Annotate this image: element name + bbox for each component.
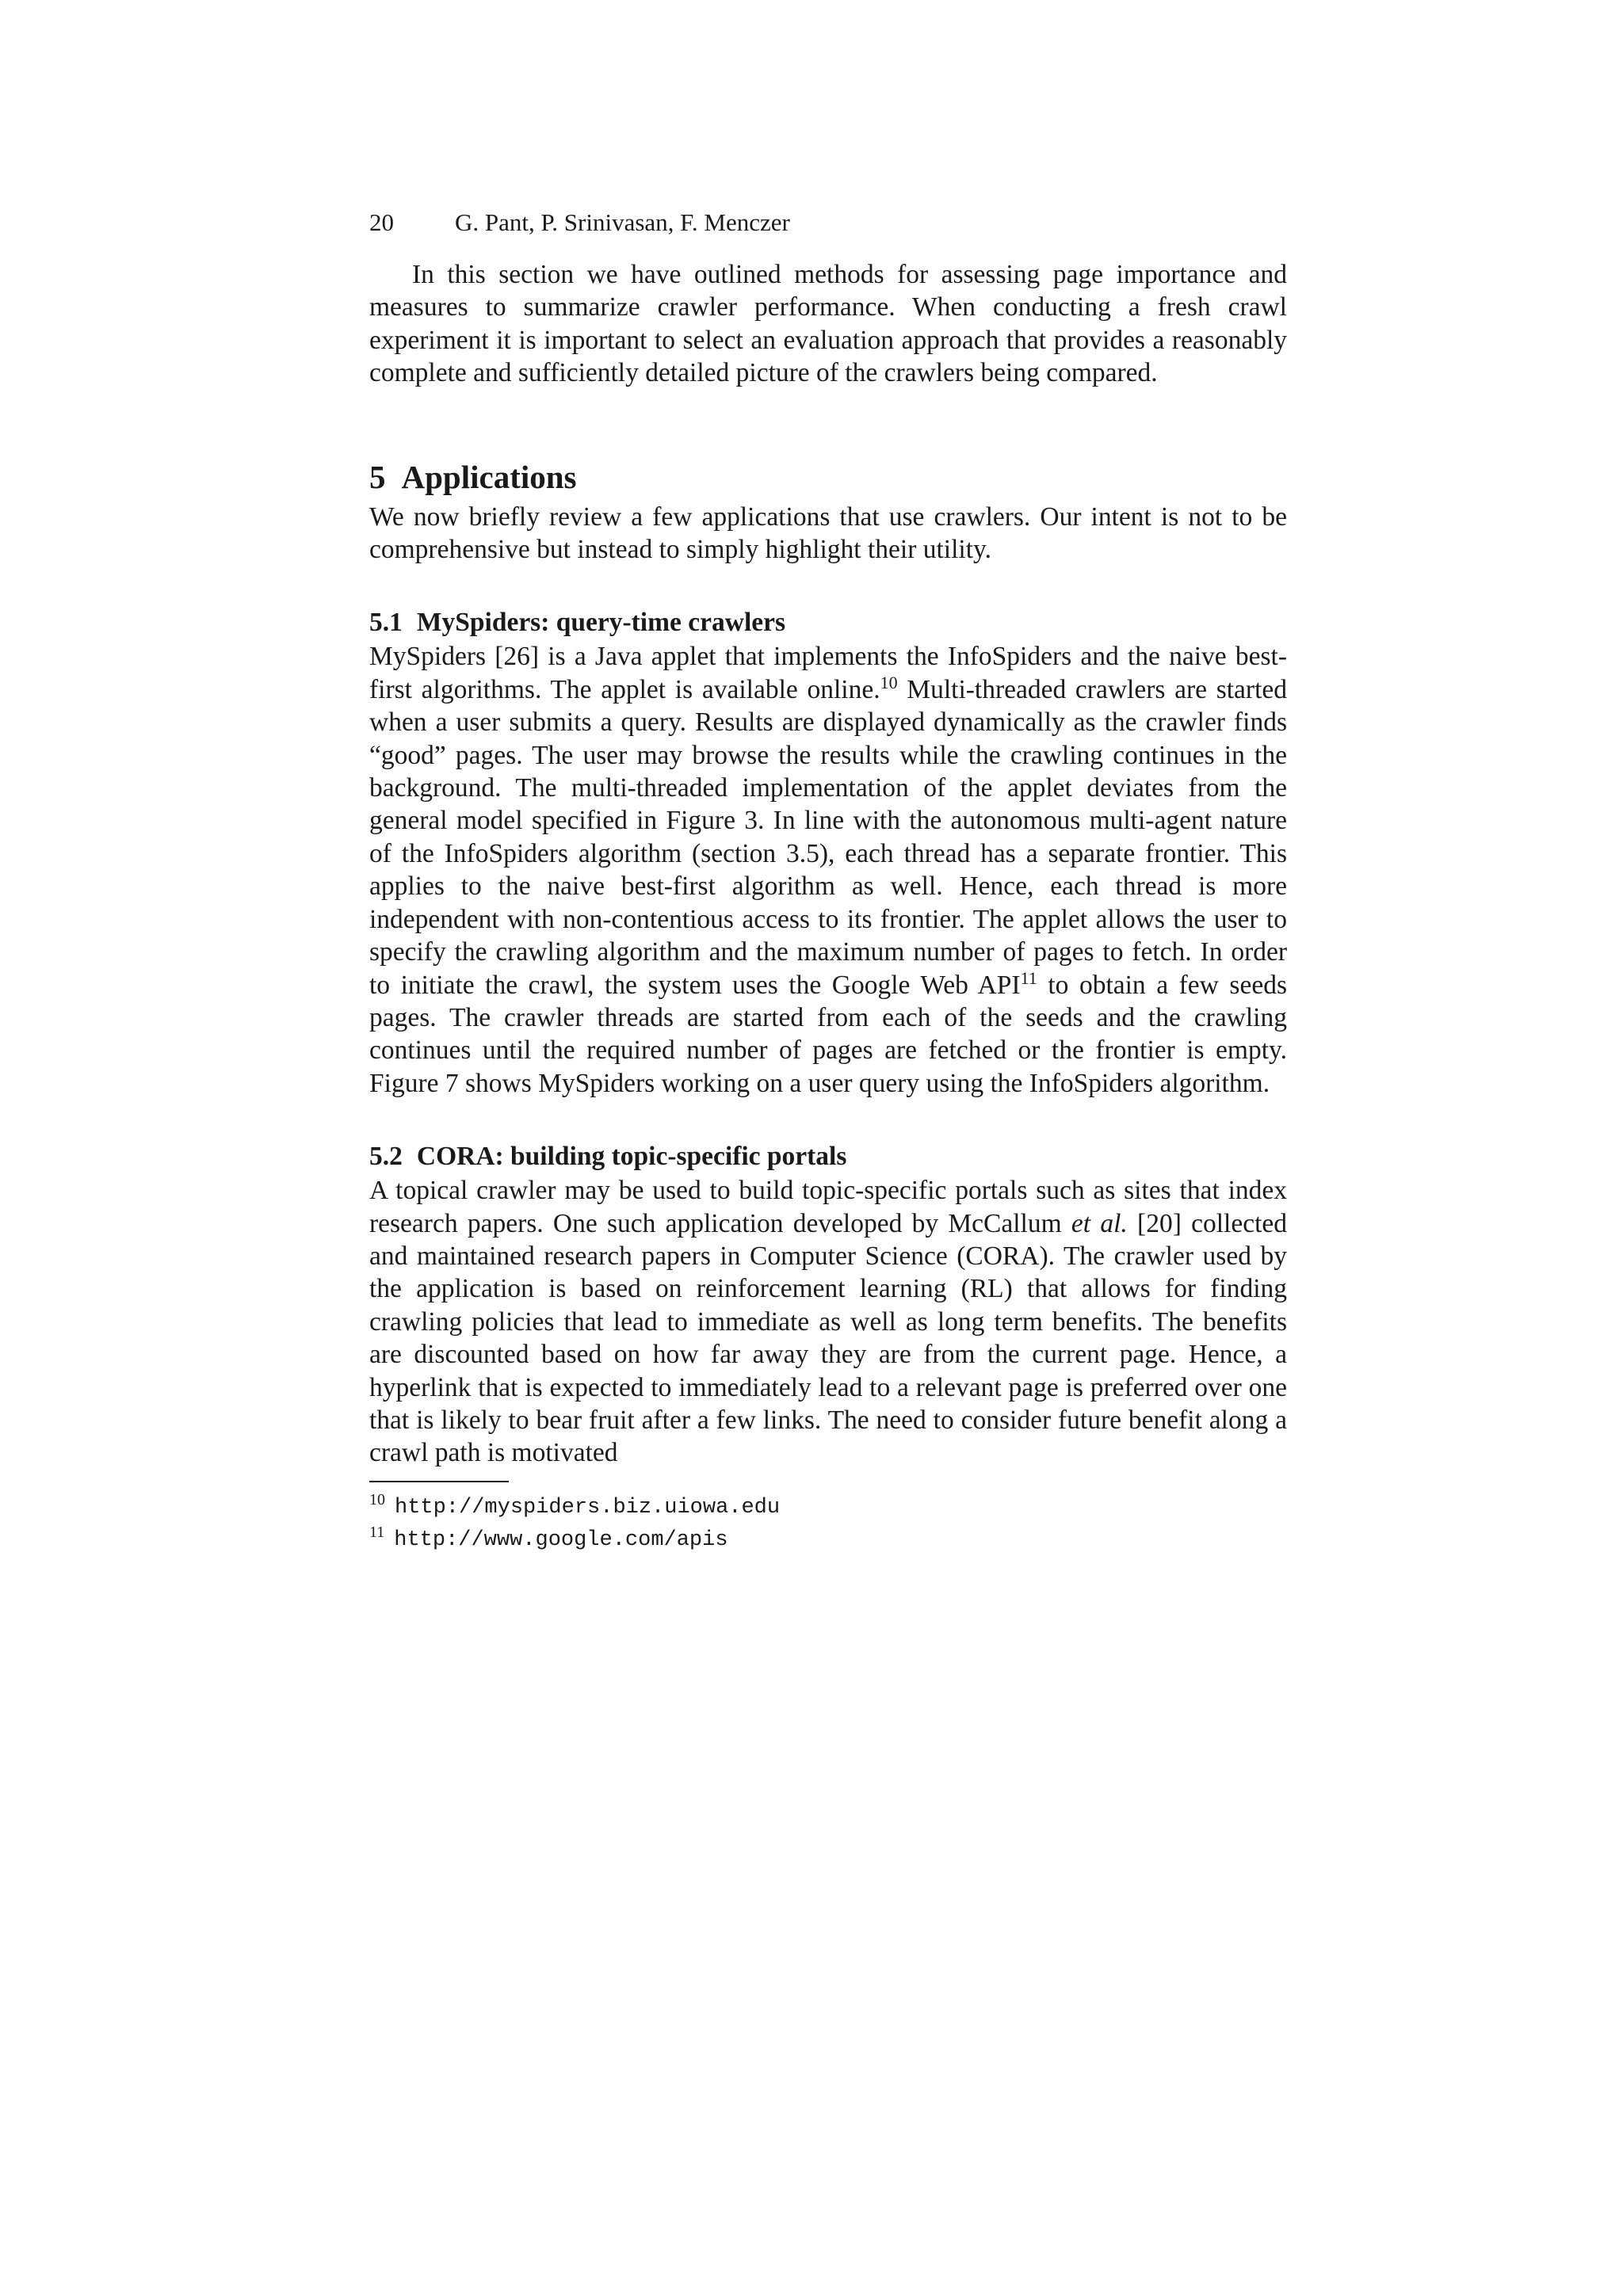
section-5-2-italic: et al. (1071, 1208, 1128, 1238)
running-head (369, 204, 1287, 241)
section-5-number: 5 (369, 458, 386, 495)
footnotes (369, 1490, 1287, 1555)
footnote-ref-10: 10 (880, 672, 898, 692)
section-5-2-paragraph (369, 1174, 1287, 1470)
section-5-intro: We now briefly review a few applications that use crawlers. Our intent is not to be comprehensive but instead to simply highlight their utility. (369, 502, 1287, 565)
section-5-heading (369, 453, 1287, 501)
section-5-1-paragraph (369, 640, 1287, 1100)
section-5-1-text-3: to obtain a few seeds pages. The crawler threads are started from each of the seeds and the crawling continues until the required number of pages are fetched or the frontier is empty. Figure 7 shows MySpiders working on a user query using the InfoSpiders algorithm. (369, 970, 1287, 1098)
footnote-11 (369, 1523, 1287, 1555)
section-5-1-text-2: Multi-threaded crawlers are started when a user submits a query. Results are displayed dynamically as the crawler finds “good” pages. The user may browse the results while the crawling continues in the background. The multi-threaded implementation of the applet deviates from the general model specified in Figure 3. In line with the autonomous multi-agent nature of the InfoSpiders algorithm (section 3.5), each thread has a separate frontier. This applies to the naive best-first algorithm as well. Hence, each thread is more independent with non-contentious access to its frontier. The applet allows the user to specify the crawling algorithm and the maximum number of pages to fetch. In order to initiate the crawl, the system uses the Google Web API (369, 674, 1287, 1000)
section-5-1-title: MySpiders: query-time crawlers (416, 608, 786, 638)
intro-paragraph: In this section we have outlined methods for assessing page importance and measures to summarize crawler performance. When conducting a fresh crawl experiment it is important to select an evaluation approach that provides a reasonably complete and sufficiently detailed picture of the crawlers being compared. (369, 260, 1287, 388)
footnote-ref-11: 11 (1020, 967, 1037, 988)
footnote-mark: 10 (369, 1490, 385, 1508)
section-5-1-text-1: MySpiders [26] is a Java applet that implements the InfoSpiders and the naive best-first algorithms. The applet is available online. (369, 642, 1287, 704)
section-5-2-title: CORA: building topic-specific portals (416, 1142, 847, 1172)
page-number: 20 (369, 208, 394, 236)
paper-page (369, 204, 1287, 1555)
section-5-2-heading (369, 1139, 1287, 1174)
section-5-1-heading (369, 605, 1287, 640)
footnote-divider (369, 1481, 509, 1482)
footnote-url-link[interactable]: http://www.google.com/apis (394, 1527, 728, 1552)
section-5-title: Applications (401, 458, 577, 495)
footnote-url-link[interactable]: http://myspiders.biz.uiowa.edu (395, 1495, 781, 1520)
section-5-1-number: 5.1 (369, 608, 403, 638)
running-head-authors: G. Pant, P. Srinivasan, F. Menczer (455, 208, 790, 236)
footnote-mark: 11 (369, 1523, 385, 1541)
footnote-10 (369, 1490, 1287, 1523)
section-5-2-text-1: A topical crawler may be used to build topic-specific portals such as sites that index research papers. One such application developed by McCallum (369, 1176, 1287, 1238)
section-5-2-text-2: [20] collected and maintained research papers in Computer Science (CORA). The crawler used by the application is based on reinforcement learning (RL) that allows for finding crawling policies that lead to immediate as well as long term benefits. The benefits are discounted based on how far away they are from the current page. Hence, a hyperlink that is expected to immediately lead to a relevant page is preferred over one that is likely to bear fruit after a few links. The need to consider future benefit along a crawl path is motivated (369, 1208, 1288, 1468)
section-5-2-number: 5.2 (369, 1142, 403, 1172)
